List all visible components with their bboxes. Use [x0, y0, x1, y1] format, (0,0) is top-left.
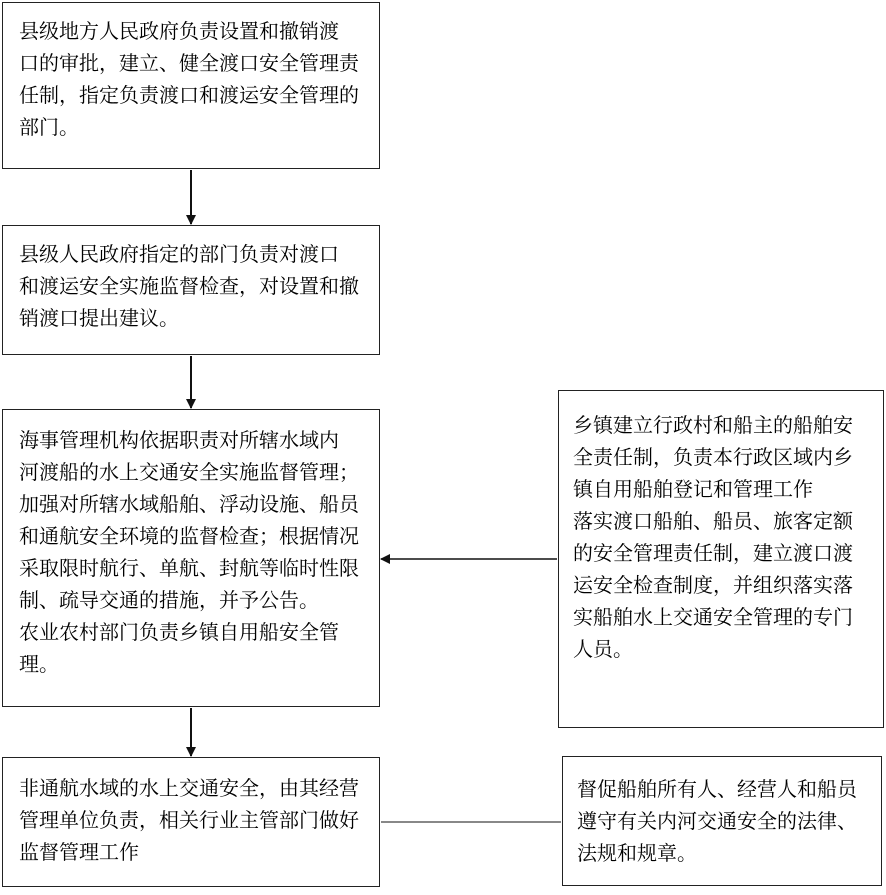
box-ship-owners: [562, 756, 882, 886]
box-county-government: [2, 2, 380, 169]
box-designated-department: [2, 225, 380, 355]
box-township: [558, 390, 884, 728]
box-non-navigable-waters: [2, 757, 380, 887]
box-maritime-agency-text: 海事管理机构依据职责对所辖水域内 河渡船的水上交通安全实施监督管理； 加强对所辖水域船舶、浮动设施、船员 和通航安全环境的监督检查；根据情况 采取限时航行、单航、封航等临时性限 制、疏导交通的措施，并予公告。 农业农村部门负责乡镇自用船安全管 理。: [19, 428, 359, 676]
box-designated-department-text: 县级人民政府指定的部门负责对渡口 和渡运安全实施监督检查，对设置和撤 销渡口提出建议。: [19, 242, 359, 330]
box-ship-owners-text: 督促船舶所有人、经营人和船员 遵守有关内河交通安全的法律、 法规和规章。: [577, 777, 857, 865]
box-maritime-agency: [2, 409, 380, 707]
box-county-government-text: 县级地方人民政府负责设置和撤销渡 口的审批，建立、健全渡口安全管理责 任制，指定负责渡口和渡运安全管理的 部门。: [19, 19, 359, 139]
box-township-text: 乡镇建立行政村和船主的船舶安 全责任制，负责本行政区域内乡 镇自用船舶登记和管理工作 落实渡口船舶、船员、旅客定额 的安全管理责任制，建立渡口渡 运安全检查制度，并组织落实落 实船舶水上交通安全管理的专门 人员。: [573, 413, 853, 661]
box-non-navigable-waters-text: 非通航水域的水上交通安全，由其经营 管理单位负责，相关行业主管部门做好 监督管理工作: [19, 776, 359, 864]
